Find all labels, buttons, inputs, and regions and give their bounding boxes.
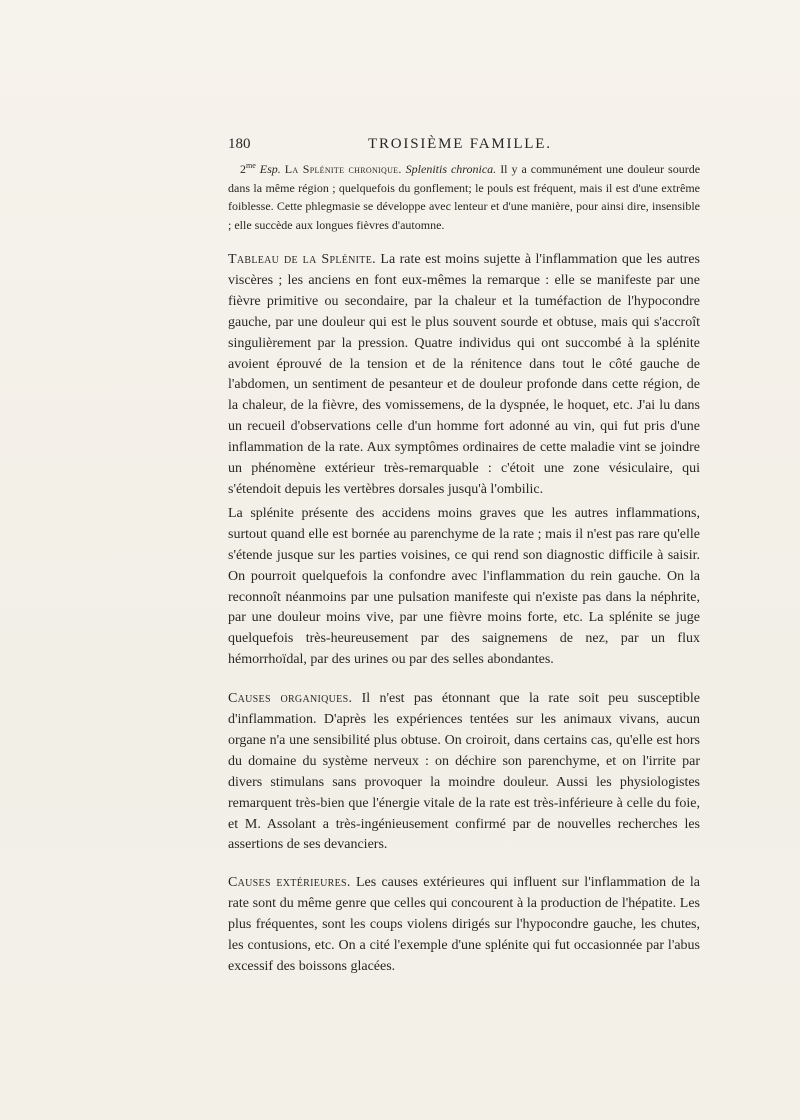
species-name: La Splénite chronique.: [284, 162, 402, 176]
running-title: TROISIÈME FAMILLE.: [368, 136, 552, 152]
exterieures-text: Les causes extérieures qui influent sur l'inflammation de la rate sont du même genre que celles qui concourent à la production de l'hépatite. Les plus fréquentes, sont les coups violens dirigés sur l'hypocondre gauche, les chutes, les contusions, etc. On a cité l'exemple d'une splénite qui fut occasionnée par l'abus excessif des boissons glacées.: [228, 875, 700, 974]
species-text: Il y a communément une douleur sourde dans la même région ; quelquefois du gonflement; le pouls est fréquent, mais il est d'une extrême foiblesse. Cette phlegmasie se développe avec lenteur et d'une manière, pour ainsi dire, insensible ; elle succède aux longues fièvres d'automne.: [228, 162, 701, 232]
accidens-paragraph: [228, 504, 700, 671]
tableau-paragraph: [228, 250, 700, 501]
exterieures-heading: Causes extérieures.: [228, 875, 351, 891]
species-latin: Splenitis chronica.: [405, 162, 497, 176]
species-number-sup: me: [245, 161, 256, 170]
tableau-text: La rate est moins sujette à l'inflammation que les autres viscères ; les anciens en font eux-mêmes la remarque : elle se manifeste par une fièvre primitive ou secondaire, par la chaleur et la tuméfaction de l'hypocondre gauche, par une douleur qui est le plus souvent sourde et obtuse, mais qui s'accroît singulièrement par la pression. Quatre individus qui ont succombé à la splénite avoient éprouvé de la tension et de la rénitence dans tout le côté gauche de l'abdomen, un sentiment de pesanteur et de douleur profonde dans cette région, de la chaleur, de la fièvre, des vomissemens, de la dyspnée, le hoquet, etc. J'ai lu dans un recueil d'observations celle d'un homme fort adonné au vin, qui fut pris d'une inflammation de la rate. Aux symptômes ordinaires de cette maladie vint se joindre un phénomène extérieur très-remarquable : c'étoit une zone vésiculaire, qui s'étendoit depuis les vertèbres dorsales jusqu'à l'ombilic.: [228, 252, 700, 497]
page-body: [228, 160, 700, 978]
exterieures-paragraph: [228, 873, 700, 978]
running-header: [228, 136, 698, 156]
organiques-heading: Causes organiques.: [228, 691, 353, 707]
page-number: 180: [228, 136, 251, 152]
species-paragraph: [228, 160, 700, 234]
accidens-text: La splénite présente des accidens moins graves que les autres inflammations, surtout quand elle est bornée au parenchyme de la rate ; mais il n'est pas rare qu'elle s'étende jusque sur les parties voisines, ce qui rend son diagnostic difficile à saisir. On pourroit quelquefois la confondre avec l'inflammation du rein gauche. On la reconnoît néanmoins par une pulsation manifeste qui n'existe pas dans la néphrite, par une douleur moins vive, par une fièvre moins forte, etc. La splénite se juge quelquefois très-heureusement par des saignemens de nez, par un flux hémorrhoïdal, par des urines ou par des selles abondantes.: [228, 505, 700, 668]
organiques-paragraph: [228, 689, 700, 856]
species-number: 2: [239, 162, 246, 176]
species-esp: Esp.: [259, 162, 281, 176]
organiques-text: Il n'est pas étonnant que la rate soit peu susceptible d'inflammation. D'après les expériences tentées sur les animaux vivans, aucun organe n'a une sensibilité plus obtuse. On croiroit, dans certains cas, qu'elle est hors du domaine du système nerveux : on déchire son parenchyme, et on l'irrite par divers stimulans sans provoquer la moindre douleur. Aussi les physiologistes remarquent très-bien que l'énergie vitale de la rate est très-inférieure à celle du foie, et M. Assolant a très-ingénieusement confirmé par de nouvelles recherches les assertions de ses devanciers.: [228, 691, 701, 853]
tableau-heading: Tableau de la Splénite.: [228, 252, 376, 267]
